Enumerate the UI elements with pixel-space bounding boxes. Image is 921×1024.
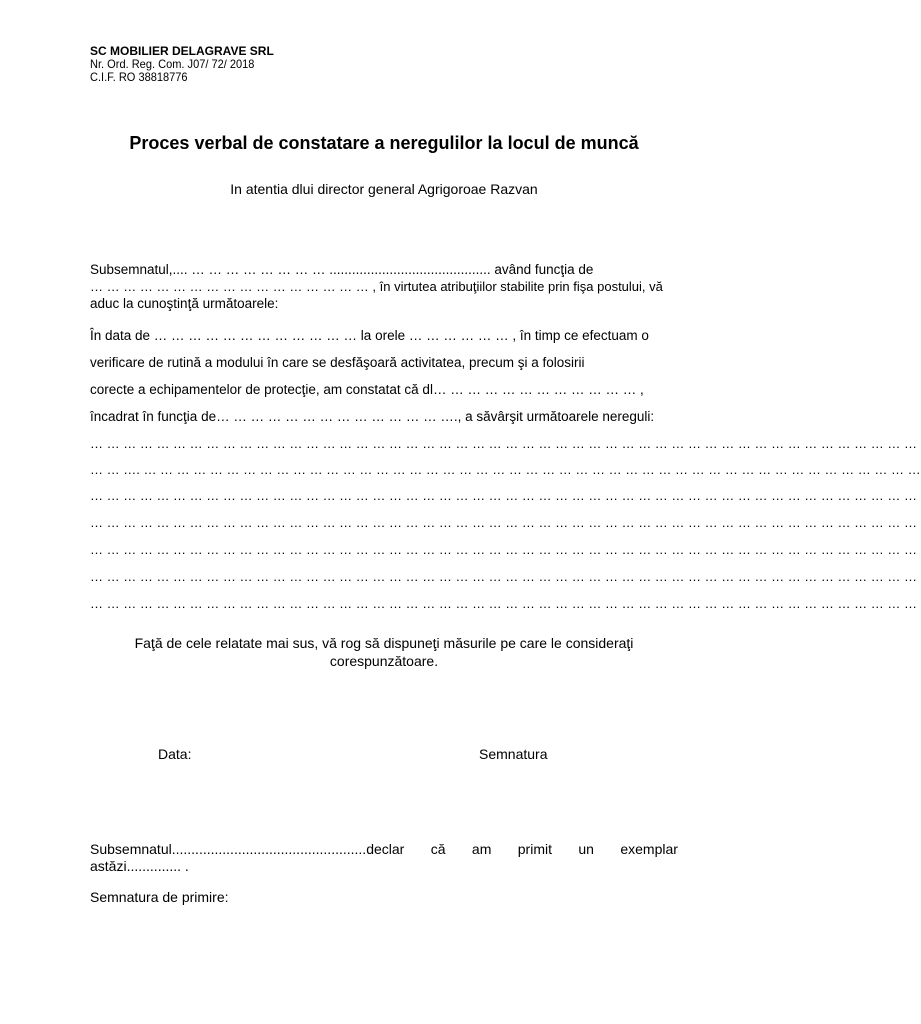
- received-signature-label: Semnatura de primire:: [90, 889, 229, 905]
- dotted-line: … … … … … … … … … … … … … … … … … … … … … … … … … … … … … … … … … … … … … … … … … … … … … … … … … …: [90, 569, 917, 584]
- body-line-2: … … … … … … … … … … … … … … … … … , în virtutea atribuţiilor stabilite prin fişa postului, vă: [90, 279, 663, 294]
- body-line-3: aduc la cunoştinţă următoarele:: [90, 296, 279, 311]
- receipt-word: primit: [517, 841, 552, 857]
- attention-line: In atentia dlui director general Agrigoroae Razvan: [230, 181, 538, 197]
- date-label: Data:: [158, 746, 192, 762]
- company-header: [90, 45, 274, 84]
- receipt-word: exemplar: [620, 841, 678, 857]
- dotted-line: … … …. … … … … … … … … … … … … … … … … … … … … … … … … … … … … … … … … … … … … … … … … … … … … … … …: [90, 462, 921, 477]
- dotted-line: … … … … … … … … … … … … … … … … … … … … … … … … … … … … … … … … … … … … … … … … … … … … … … … … … …: [90, 542, 917, 557]
- receipt-word: că: [430, 841, 446, 857]
- body-line-7: încadrat în funcţia de… … … … … … … … … … … … … …., a săvârşit următoarele nereguli:: [90, 409, 655, 424]
- receipt-statement: [90, 841, 678, 875]
- company-cif: C.I.F. RO 38818776: [90, 70, 188, 84]
- body-line-5: verificare de rutină a modului în care se desfăşoară activitatea, precum şi a folosirii: [90, 355, 585, 370]
- dotted-line: … … … … … … … … … … … … … … … … … … … … … … … … … … … … … … … … … … … … … … … … … … … … … … … … … …: [90, 596, 917, 611]
- body-line-1: Subsemnatul,.... … … … … … … … … ........................................... având funcţia de: [90, 262, 594, 277]
- closing-line-2: corespunzătoare.: [329, 653, 439, 669]
- signature-label: Semnatura: [479, 746, 548, 762]
- closing-paragraph: [0, 634, 768, 670]
- receipt-word: un: [578, 841, 594, 857]
- receipt-line-2: astăzi.............. .: [90, 858, 189, 874]
- body-line-4: În data de … … … … … … … … … … … … la orele … … … … … … , în timp ce efectuam o: [90, 328, 649, 343]
- receipt-word: Subsemnatul..................................................declar: [90, 841, 405, 857]
- dotted-line: … … … … … … … … … … … … … … … … … … … … … … … … … … … … … … … … … … … … … … … … … … … … … … … … … …: [90, 436, 917, 451]
- company-reg-com: Nr. Ord. Reg. Com. J07/ 72/ 2018: [90, 57, 255, 71]
- dotted-line: … … … … … … … … … … … … … … … … … … … … … … … … … … … … … … … … … … … … … … … … … … … … … … … … … …: [90, 515, 917, 530]
- document-title: Proces verbal de constatare a neregulilor la locul de muncă: [129, 133, 639, 153]
- receipt-line-1: [90, 841, 678, 858]
- body-line-6: corecte a echipamentelor de protecţie, am constatat că dl… … … … … … … … … … … … ,: [90, 382, 644, 397]
- dotted-line: … … … … … … … … … … … … … … … … … … … … … … … … … … … … … … … … … … … … … … … … … … … … … … … … … …: [90, 488, 917, 503]
- closing-line-1: Faţă de cele relatate mai sus, vă rog să dispuneţi măsurile pe care le consideraţi: [134, 635, 634, 651]
- company-name: SC MOBILIER DELAGRAVE SRL: [90, 44, 274, 58]
- receipt-word: am: [471, 841, 492, 857]
